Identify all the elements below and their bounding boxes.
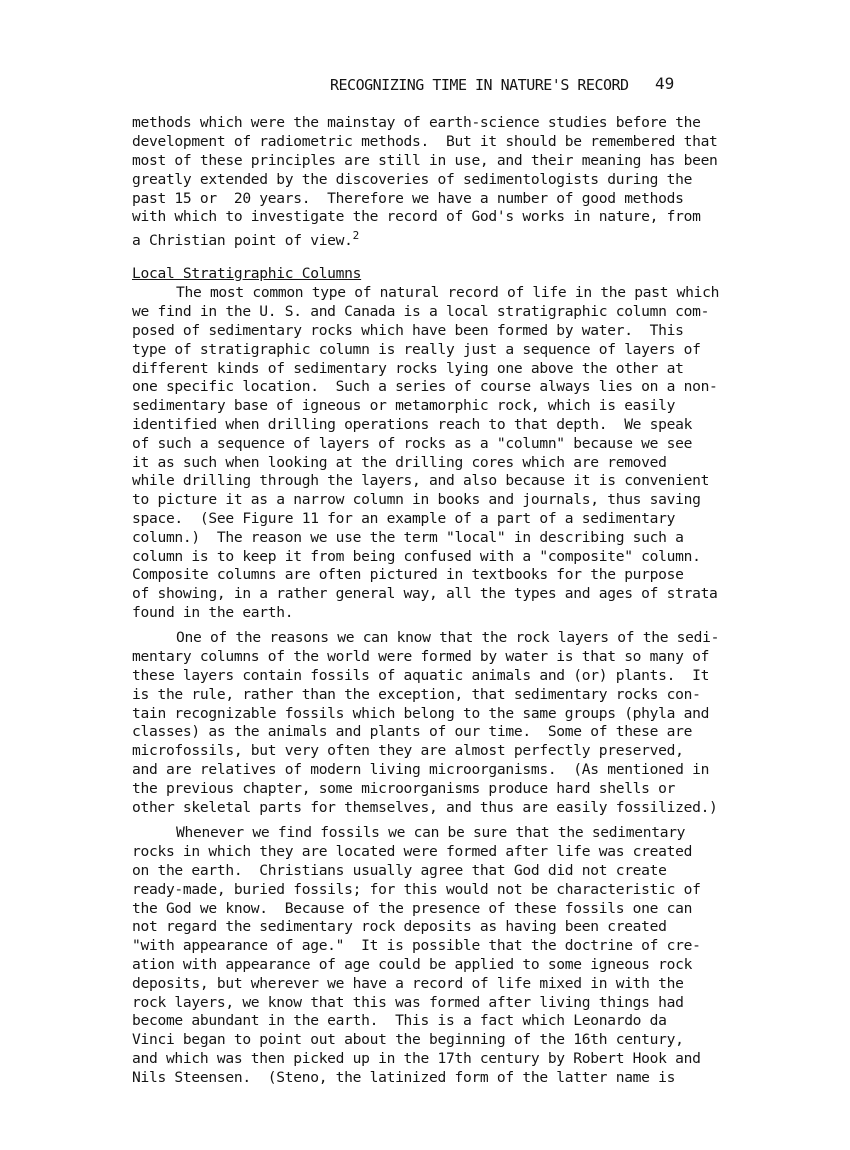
text-line: the God we know. Because of the presence of these fossils one can <box>132 900 693 917</box>
text-line: the previous chapter, some microorganisms produce hard shells or <box>132 780 676 797</box>
text-line: mentary columns of the world were formed by water is that so many of <box>132 648 710 665</box>
text-line: classes) as the animals and plants of our time. Some of these are <box>132 723 693 740</box>
text-line: of showing, in a rather general way, all the types and ages of strata <box>132 585 718 602</box>
text-line: other skeletal parts for themselves, and thus are easily fossilized.) <box>132 799 718 816</box>
text-line: of such a sequence of layers of rocks as a "column" because we see <box>132 435 693 452</box>
text-line: one specific location. Such a series of course always lies on a non- <box>132 378 718 395</box>
text-line: microfossils, but very often they are almost perfectly preserved, <box>132 742 684 759</box>
text-line: tain recognizable fossils which belong to the same groups (phyla and <box>132 705 710 722</box>
text-line: rocks in which they are located were formed after life was created <box>132 843 693 860</box>
text-line: found in the earth. <box>132 604 294 621</box>
text-line: past 15 or 20 years. Therefore we have a number of good methods <box>132 190 684 207</box>
text-line: deposits, but wherever we have a record of life mixed in with the <box>132 975 684 992</box>
text-line: become abundant in the earth. This is a fact which Leonardo da <box>132 1012 667 1029</box>
text-line: development of radiometric methods. But it should be remembered that <box>132 133 718 150</box>
text-line: and are relatives of modern living microorganisms. (As mentioned in <box>132 761 710 778</box>
text-line: to picture it as a narrow column in books and journals, thus saving <box>132 491 701 508</box>
text-line: sedimentary base of igneous or metamorphic rock, which is easily <box>132 397 676 414</box>
text-line: not regard the sedimentary rock deposits as having been created <box>132 918 667 935</box>
text-line: type of stratigraphic column is really just a sequence of layers of <box>132 341 701 358</box>
text-line: ation with appearance of age could be applied to some igneous rock <box>132 956 693 973</box>
text-line: Nils Steensen. (Steno, the latinized form of the latter name is <box>132 1069 676 1086</box>
section-heading: Local Stratigraphic Columns <box>132 265 362 282</box>
text-line: rock layers, we know that this was formed after living things had <box>132 994 684 1011</box>
text-line: greatly extended by the discoveries of sedimentologists during the <box>132 171 693 188</box>
text-line: posed of sedimentary rocks which have been formed by water. This <box>132 322 684 339</box>
text-line: different kinds of sedimentary rocks lying one above the other at <box>132 360 684 377</box>
text-line: identified when drilling operations reach to that depth. We speak <box>132 416 693 433</box>
text-line: these layers contain fossils of aquatic animals and (or) plants. It <box>132 667 710 684</box>
text-line: most of these principles are still in use, and their meaning has been <box>132 152 718 169</box>
text-line: we find in the U. S. and Canada is a local stratigraphic column com- <box>132 303 710 320</box>
text-line: Whenever we find fossils we can be sure that the sedimentary <box>176 824 686 841</box>
text-line <box>132 226 359 250</box>
text-line: space. (See Figure 11 for an example of a part of a sedimentary <box>132 510 676 527</box>
text-line: One of the reasons we can know that the rock layers of the sedi- <box>176 629 720 646</box>
text-line: methods which were the mainstay of earth-science studies before the <box>132 114 701 131</box>
text-line: Composite columns are often pictured in textbooks for the purpose <box>132 566 684 583</box>
text-line: while drilling through the layers, and also because it is convenient <box>132 472 710 489</box>
text-line: column is to keep it from being confused with a "composite" column. <box>132 548 701 565</box>
text-line: it as such when looking at the drilling cores which are removed <box>132 454 667 471</box>
text-line: ready-made, buried fossils; for this would not be characteristic of <box>132 881 701 898</box>
text-line: Vinci began to point out about the beginning of the 16th century, <box>132 1031 684 1048</box>
footnote-marker: 2 <box>352 229 359 242</box>
page-number: 49 <box>655 74 675 93</box>
text-line: and which was then picked up in the 17th century by Robert Hook and <box>132 1050 701 1067</box>
text-line: column.) The reason we use the term "local" in describing such a <box>132 529 684 546</box>
text-line: "with appearance of age." It is possible that the doctrine of cre- <box>132 937 701 954</box>
text-line: is the rule, rather than the exception, that sedimentary rocks con- <box>132 686 701 703</box>
text-line: The most common type of natural record of life in the past which <box>176 284 720 301</box>
text-line: with which to investigate the record of God's works in nature, from <box>132 208 701 225</box>
text-line-content: a Christian point of view. <box>132 232 353 249</box>
text-line: on the earth. Christians usually agree that God did not create <box>132 862 667 879</box>
running-head: RECOGNIZING TIME IN NATURE'S RECORD <box>330 76 629 94</box>
